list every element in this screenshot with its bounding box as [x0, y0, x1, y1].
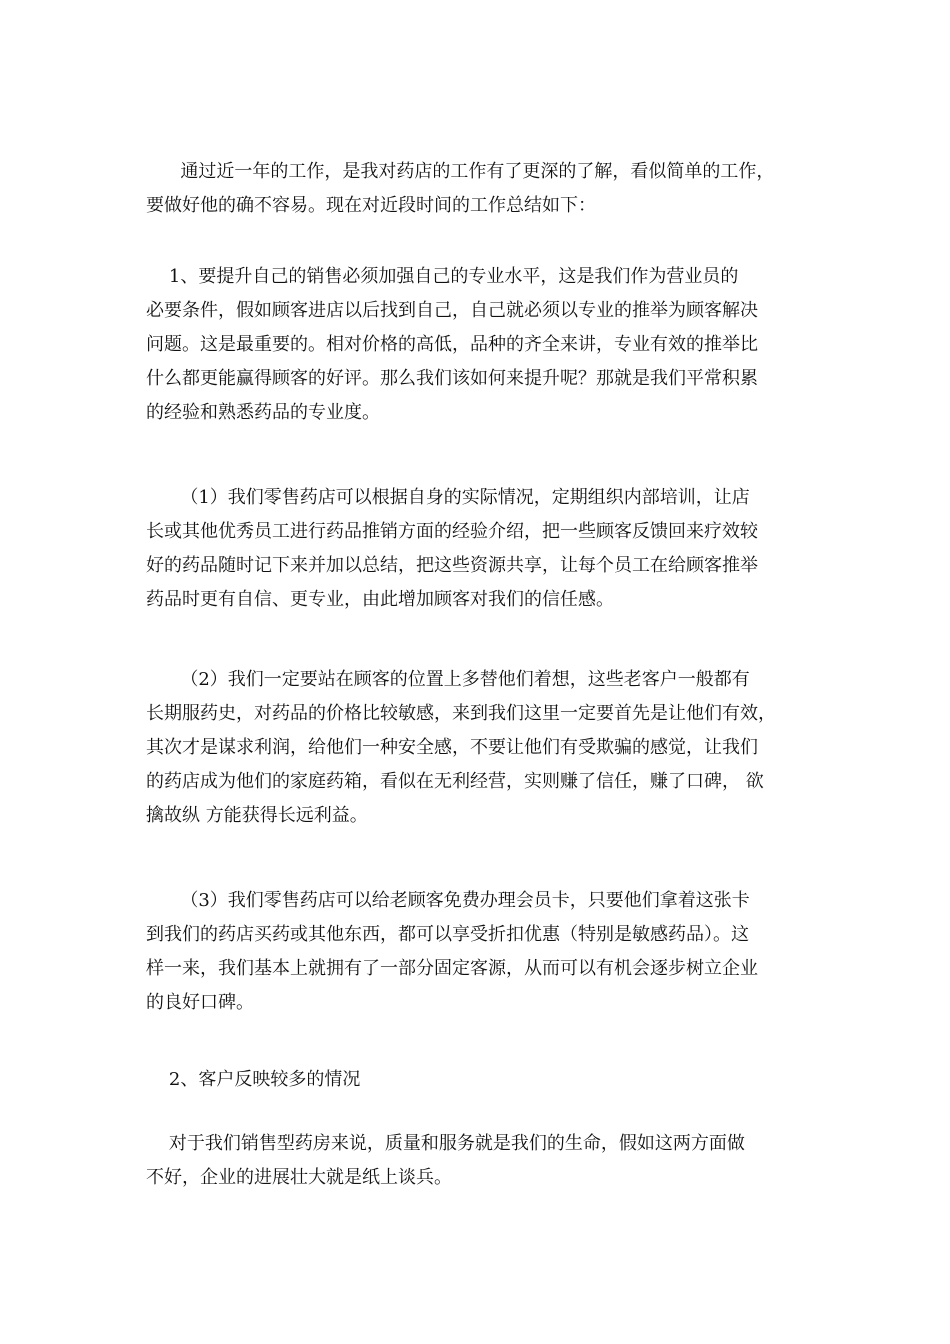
text-line: 好的药品随时记下来并加以总结，把这些资源共享，让每个员工在给顾客推举 [146, 555, 758, 576]
text-line: 到我们的药店买药或其他东西，都可以享受折扣优惠（特别是敏感药品）。这 [146, 924, 749, 945]
text-line: （2）我们一定要站在顾客的位置上多替他们着想，这些老客户一般都有 [146, 669, 750, 690]
paragraph-section-1 [146, 260, 826, 430]
text-line: 的良好口碑。 [146, 992, 254, 1013]
text-line: 要做好他的确不容易。现在对近段时间的工作总结如下： [146, 195, 596, 216]
text-line: 问题。这是最重要的。相对价格的高低，品种的齐全来讲，专业有效的推举比 [146, 334, 758, 355]
text-line: 长或其他优秀员工进行药品推销方面的经验介绍，把一些顾客反馈回来疗效较 [146, 521, 758, 542]
text-line: 其次才是谋求利润，给他们一种安全感，不要让他们有受欺骗的感觉，让我们 [146, 737, 758, 758]
section-heading: 2、客户反映较多的情况 [146, 1069, 361, 1090]
text-line: 对于我们销售型药房来说，质量和服务就是我们的生命，假如这两方面做 [146, 1133, 745, 1154]
text-line: 药品时更有自信、更专业，由此增加顾客对我们的信任感。 [146, 589, 614, 610]
text-line: 的经验和熟悉药品的专业度。 [146, 402, 380, 423]
text-line: （1）我们零售药店可以根据自身的实际情况，定期组织内部培训，让店 [146, 487, 750, 508]
text-line: 长期服药史，对药品的价格比较敏感，来到我们这里一定要首先是让他们有效， [146, 703, 776, 724]
text-line: 的药店成为他们的家庭药箱，看似在无利经营，实则赚了信任，赚了口碑， 欲 [146, 771, 764, 792]
text-line: 样一来，我们基本上就拥有了一部分固定客源，从而可以有机会逐步树立企业 [146, 958, 758, 979]
text-line: （3）我们零售药店可以给老顾客免费办理会员卡，只要他们拿着这张卡 [146, 890, 750, 911]
paragraph-item-3 [146, 884, 826, 1020]
paragraph-section-2 [146, 1063, 826, 1097]
text-line: 1、要提升自己的销售必须加强自己的专业水平，这是我们作为营业员的 [146, 266, 739, 287]
text-line: 不好，企业的进展壮大就是纸上谈兵。 [146, 1167, 452, 1188]
paragraph-item-2 [146, 663, 826, 833]
text-line: 擒故纵 方能获得长远利益。 [146, 805, 368, 826]
text-line: 必要条件，假如顾客进店以后找到自己，自己就必须以专业的推举为顾客解决 [146, 300, 758, 321]
text-line: 什么都更能赢得顾客的好评。那么我们该如何来提升呢？那就是我们平常积累 [146, 368, 758, 389]
paragraph-item-1 [146, 481, 826, 617]
paragraph-intro [146, 155, 826, 223]
text-line: 通过近一年的工作，是我对药店的工作有了更深的了解，看似简单的工作， [146, 161, 775, 182]
paragraph-section-2-body [146, 1127, 826, 1195]
